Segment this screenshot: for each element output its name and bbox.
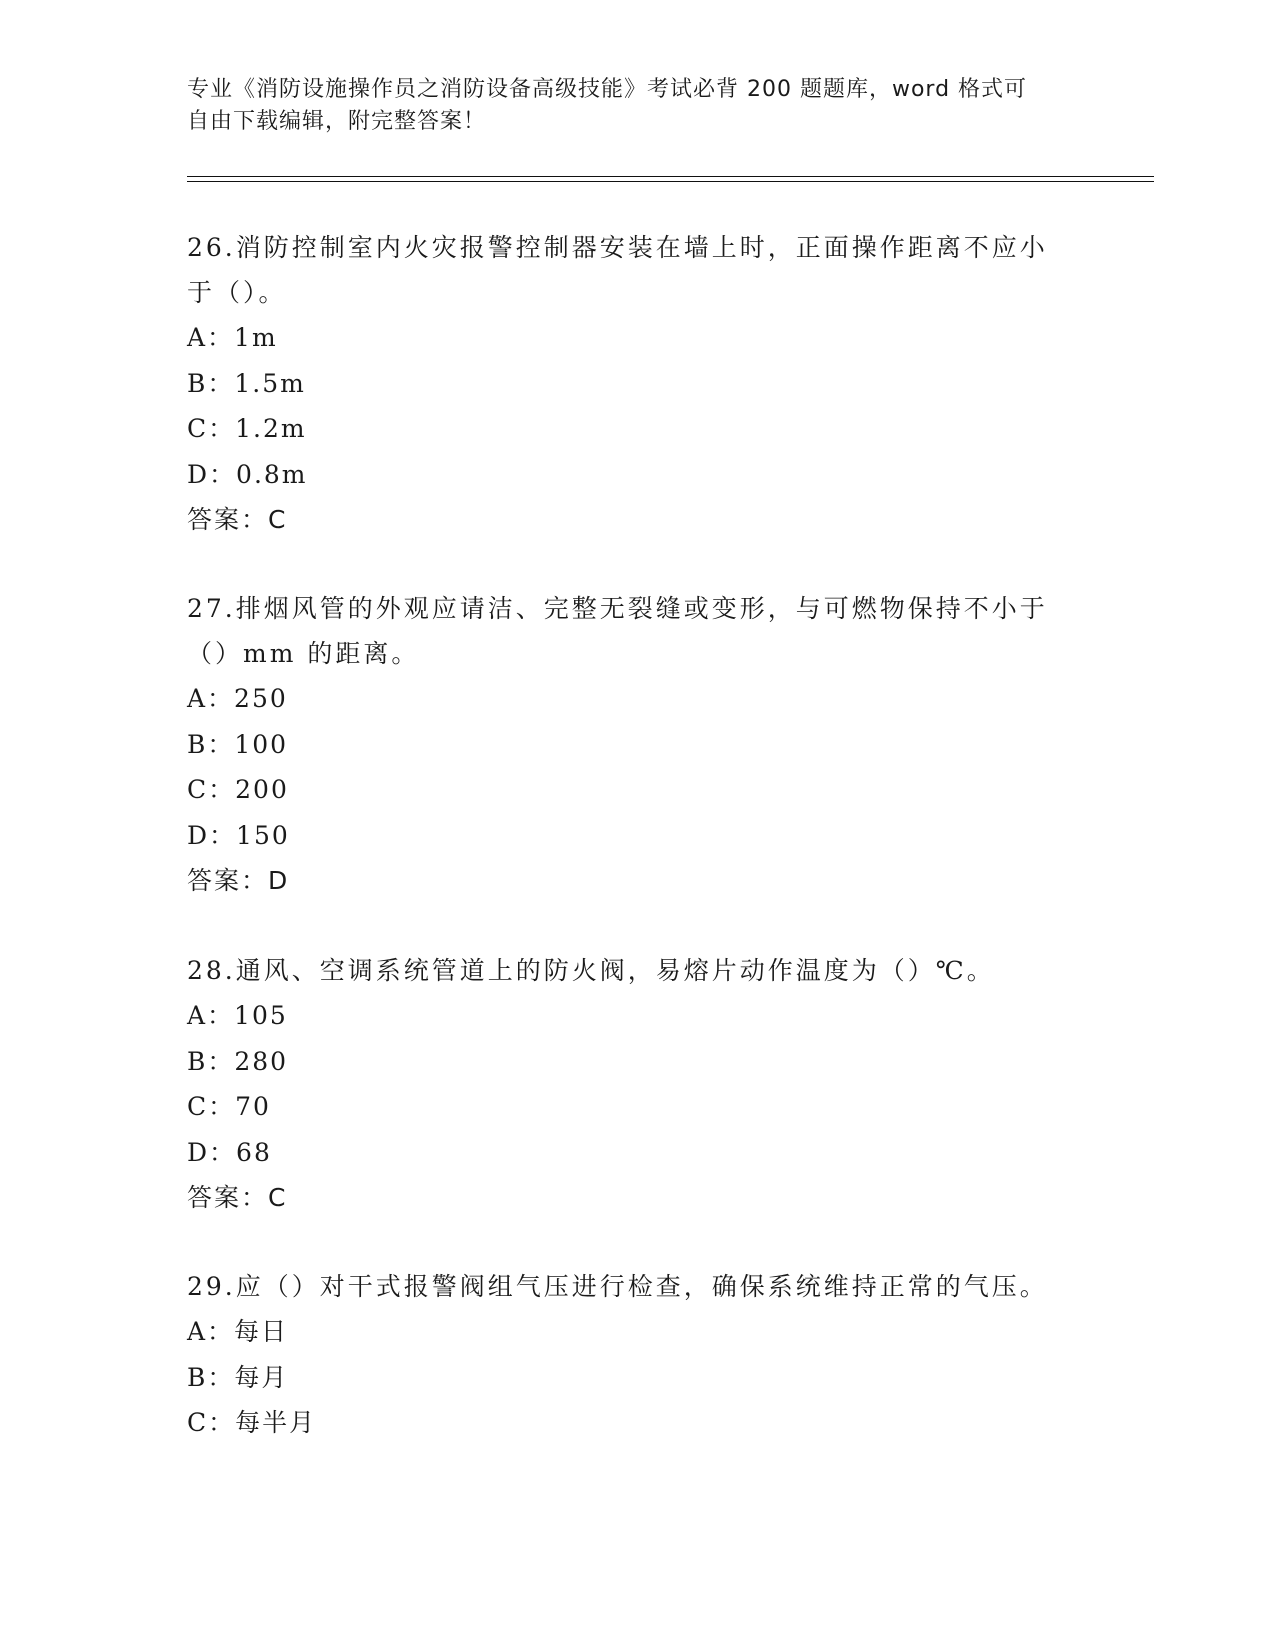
option-c: C：1.2m — [187, 414, 307, 443]
question-text-line-1: 29.应（）对干式报警阀组气压进行检查，确保系统维持正常的气压。 — [187, 1272, 1048, 1301]
header-line-2: 自由下载编辑，附完整答案！ — [187, 109, 487, 134]
header-divider-top — [187, 176, 1154, 177]
question-text-line-1: 27.排烟风管的外观应请洁、完整无裂缝或变形，与可燃物保持不小于 — [187, 594, 1048, 623]
question-27 — [187, 586, 1087, 903]
option-a: A：105 — [187, 1001, 288, 1030]
question-text-line-1: 26.消防控制室内火灾报警控制器安装在墙上时，正面操作距离不应小 — [187, 233, 1048, 262]
question-text-line-1: 28.通风、空调系统管道上的防火阀，易熔片动作温度为（）℃。 — [187, 956, 995, 985]
option-a: A：1m — [187, 323, 278, 352]
option-d: D：0.8m — [187, 459, 308, 489]
option-c: C：200 — [187, 775, 289, 804]
option-d: D：150 — [187, 820, 290, 850]
question-text-line-2: 于（）。 — [187, 278, 287, 307]
header-divider-bottom — [187, 181, 1154, 182]
answer: 答案：D — [187, 866, 290, 895]
option-b: B：280 — [187, 1046, 289, 1076]
option-c: C：每半月 — [187, 1408, 317, 1437]
question-text-line-2: （）mm 的距离。 — [187, 639, 420, 668]
option-b: B：1.5m — [187, 368, 306, 398]
question-29 — [187, 1264, 1087, 1446]
option-a: A：每日 — [187, 1317, 289, 1346]
question-28 — [187, 948, 1087, 1220]
header-line-1: 专业《消防设施操作员之消防设备高级技能》考试必背 200 题题库，word 格式可 — [187, 77, 1028, 102]
document-header — [187, 74, 1087, 138]
option-c: C：70 — [187, 1092, 271, 1121]
option-a: A：250 — [187, 684, 288, 713]
option-b: B：每月 — [187, 1362, 289, 1392]
option-b: B：100 — [187, 729, 289, 759]
answer: 答案：C — [187, 505, 288, 534]
answer: 答案：C — [187, 1183, 288, 1212]
option-d: D：68 — [187, 1137, 272, 1167]
question-26 — [187, 225, 1087, 542]
